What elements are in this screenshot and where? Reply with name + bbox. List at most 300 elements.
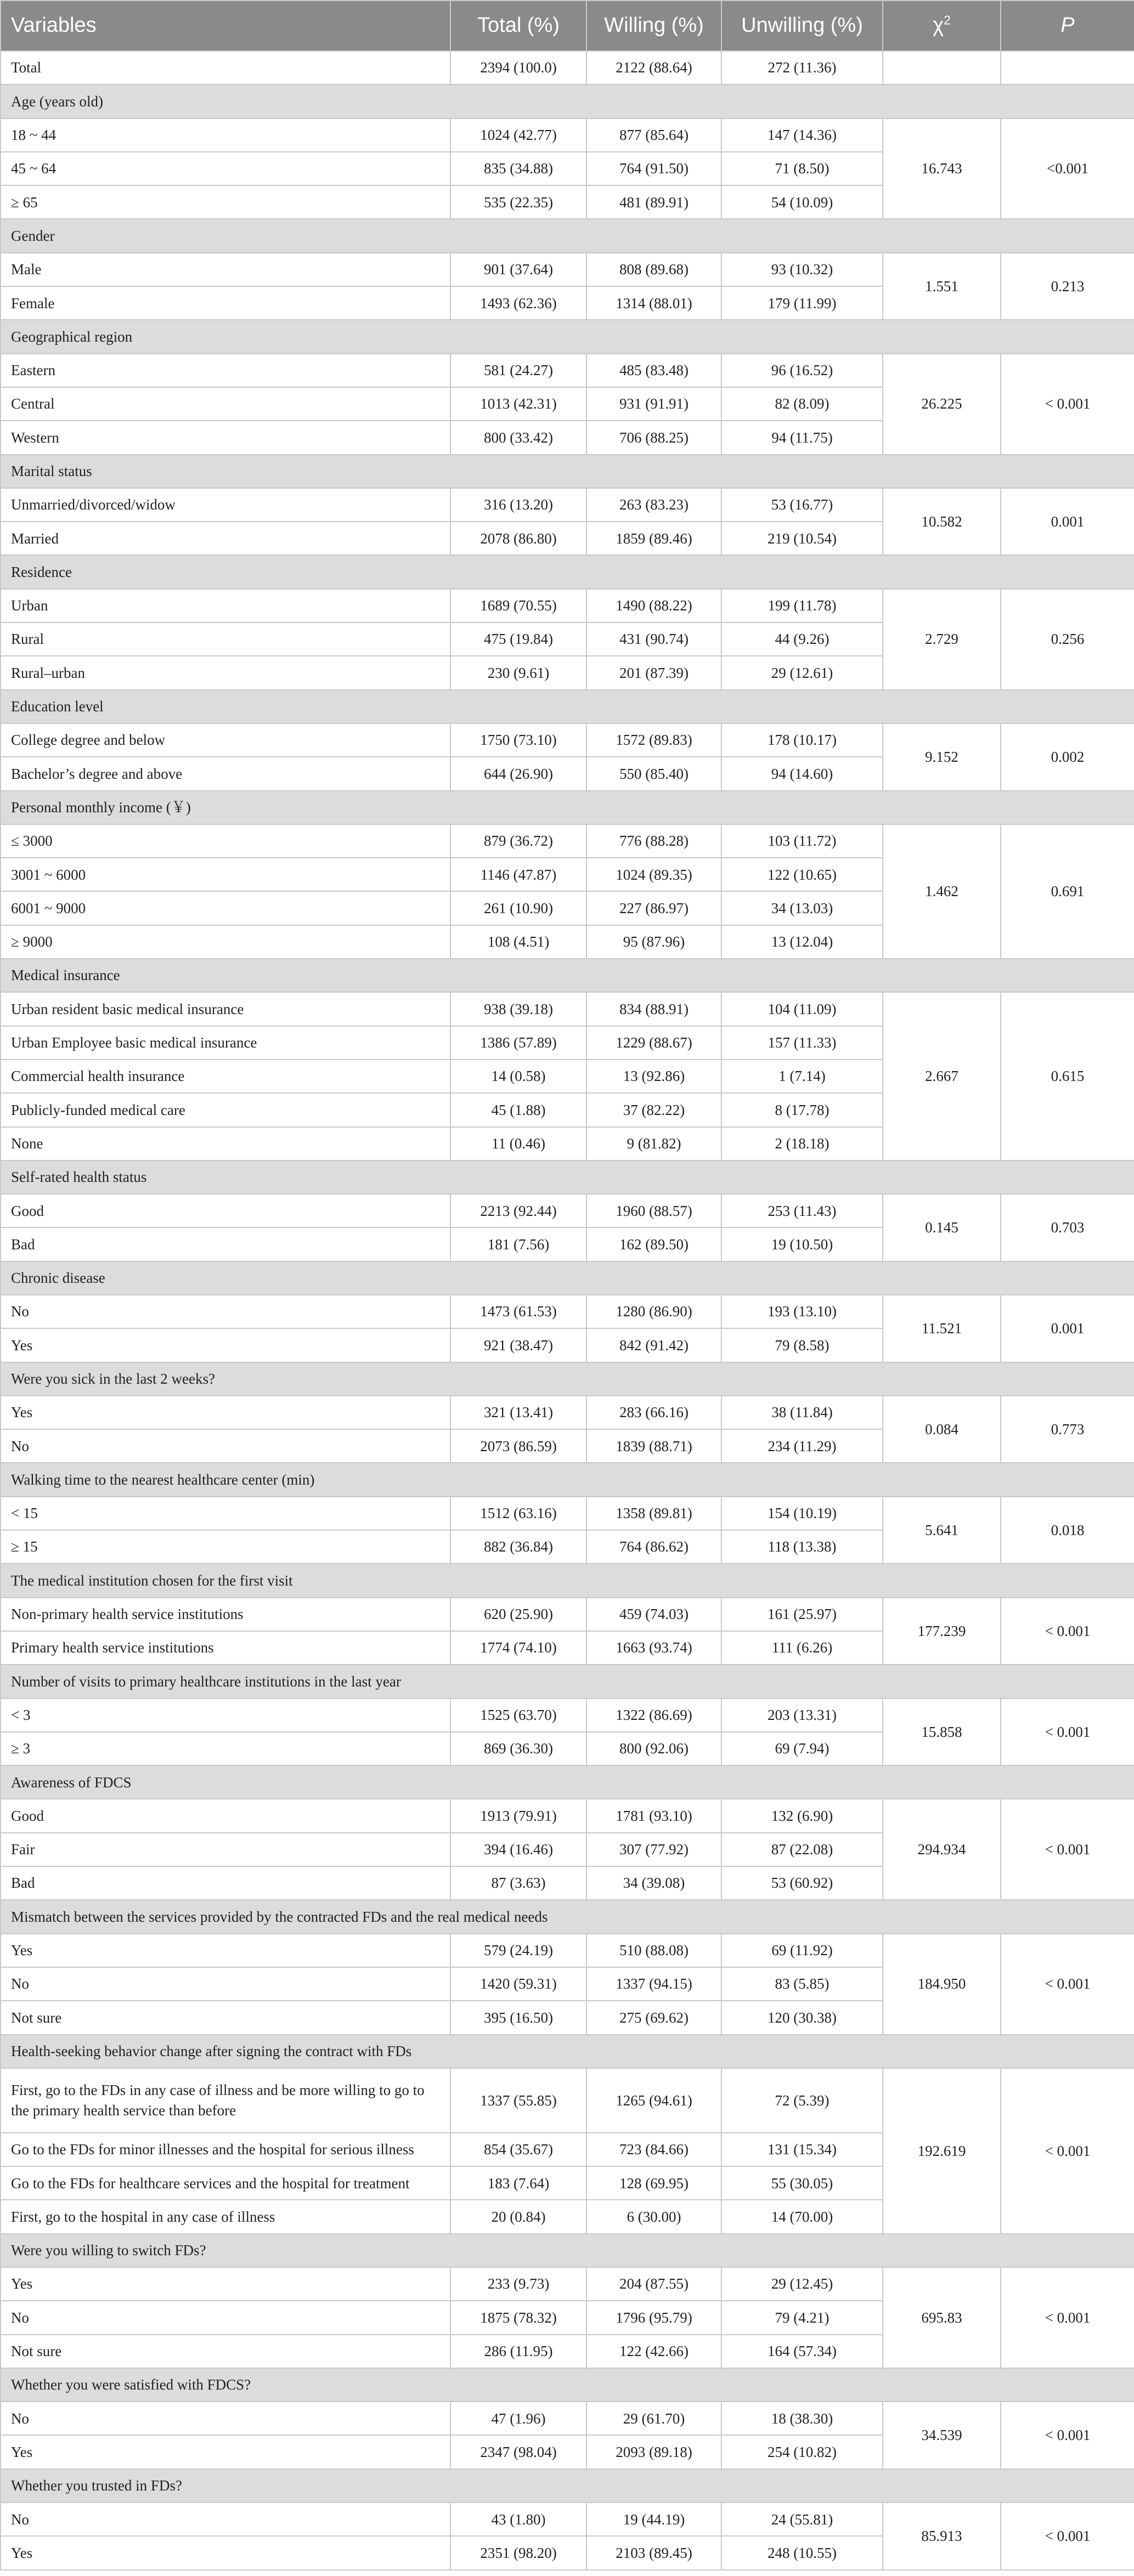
row-willing: 6 (30.00)	[586, 2200, 721, 2233]
row-willing: 2093 (89.18)	[586, 2435, 721, 2469]
group-chi-square: 34.539	[883, 2402, 1001, 2469]
row-willing: 1024 (89.35)	[586, 858, 721, 891]
group-title: Number of visits to primary healthcare institutions in the last year	[1, 1665, 1134, 1698]
group-p-value: < 0.001	[1001, 2503, 1134, 2570]
header-p-value: P	[1001, 1, 1134, 51]
row-total: 395 (16.50)	[450, 2001, 586, 2034]
row-label: Not sure	[1, 2001, 450, 2034]
row-willing: 764 (91.50)	[586, 152, 721, 185]
group-p-value: 0.002	[1001, 723, 1134, 791]
table-row	[1, 723, 1134, 757]
table-row	[1, 2267, 1134, 2301]
row-willing: 431 (90.74)	[586, 622, 721, 656]
row-total: 475 (19.84)	[450, 622, 586, 656]
row-label: Not sure	[1, 2335, 450, 2368]
group-p-value: 0.018	[1001, 1497, 1134, 1564]
row-total: 233 (9.73)	[450, 2267, 586, 2301]
header-unwilling: Unwilling (%)	[721, 1, 883, 51]
group-title: Awareness of FDCS	[1, 1765, 1134, 1799]
row-unwilling: 18 (38.30)	[721, 2402, 883, 2435]
group-title: Medical insurance	[1, 959, 1134, 992]
table-row	[1, 253, 1134, 286]
row-unwilling: 44 (9.26)	[721, 622, 883, 656]
group-header-row	[1, 1362, 1134, 1396]
row-total: 108 (4.51)	[450, 925, 586, 959]
row-willing: 1960 (88.57)	[586, 1194, 721, 1227]
group-chi-square: 1.462	[883, 824, 1001, 959]
row-unwilling: 122 (10.65)	[721, 858, 883, 891]
group-chi-square: 10.582	[883, 488, 1001, 556]
row-unwilling: 193 (13.10)	[721, 1295, 883, 1328]
row-willing: 263 (83.23)	[586, 488, 721, 522]
group-p-value: 0.001	[1001, 1295, 1134, 1362]
row-label: 6001 ~ 9000	[1, 891, 450, 925]
row-unwilling: 82 (8.09)	[721, 387, 883, 421]
row-label: Bad	[1, 1227, 450, 1261]
row-willing: 800 (92.06)	[586, 1732, 721, 1765]
group-chi-square: 1.551	[883, 253, 1001, 320]
group-header-row	[1, 791, 1134, 824]
row-label: Urban Employee basic medical insurance	[1, 1026, 450, 1060]
row-willing: 1859 (89.46)	[586, 522, 721, 555]
row-total: 43 (1.80)	[450, 2503, 586, 2536]
row-total: 1337 (55.85)	[450, 2068, 586, 2133]
row-unwilling: 79 (8.58)	[721, 1328, 883, 1362]
row-willing: 9 (81.82)	[586, 1127, 721, 1160]
row-unwilling: 71 (8.50)	[721, 152, 883, 185]
table-row	[1, 1934, 1134, 1967]
row-willing: 459 (74.03)	[586, 1598, 721, 1631]
total-total: 2394 (100.0)	[450, 51, 586, 84]
row-willing: 227 (86.97)	[586, 891, 721, 925]
row-unwilling: 55 (30.05)	[721, 2166, 883, 2200]
row-willing: 37 (82.22)	[586, 1093, 721, 1126]
group-chi-square: 15.858	[883, 1699, 1001, 1766]
total-p	[1001, 51, 1134, 84]
header-total: Total (%)	[450, 1, 586, 51]
row-unwilling: 14 (70.00)	[721, 2200, 883, 2233]
group-title: Whether you trusted in FDs?	[1, 2469, 1134, 2503]
row-willing: 128 (69.95)	[586, 2166, 721, 2200]
group-header-row	[1, 2234, 1134, 2267]
table-row	[1, 1295, 1134, 1328]
total-label: Total	[1, 51, 450, 84]
row-total: 2078 (86.80)	[450, 522, 586, 555]
row-willing: 931 (91.91)	[586, 387, 721, 421]
row-label: ≥ 9000	[1, 925, 450, 959]
row-label: Yes	[1, 2435, 450, 2469]
row-willing: 877 (85.64)	[586, 118, 721, 152]
row-unwilling: 104 (11.09)	[721, 992, 883, 1026]
row-label: Unmarried/divorced/widow	[1, 488, 450, 522]
row-total: 644 (26.90)	[450, 757, 586, 790]
row-label: Western	[1, 421, 450, 454]
row-label: First, go to the hospital in any case of illness	[1, 2200, 450, 2233]
row-willing: 776 (88.28)	[586, 824, 721, 858]
row-total: 20 (0.84)	[450, 2200, 586, 2233]
row-total: 321 (13.41)	[450, 1396, 586, 1429]
row-label: Go to the FDs for minor illnesses and the hospital for serious illness	[1, 2133, 450, 2166]
table-row	[1, 824, 1134, 858]
table-row	[1, 118, 1134, 152]
row-label: No	[1, 2301, 450, 2334]
group-title: Were you sick in the last 2 weeks?	[1, 1362, 1134, 1396]
row-label: Female	[1, 286, 450, 320]
row-unwilling: 253 (11.43)	[721, 1194, 883, 1227]
row-label: Yes	[1, 1934, 450, 1967]
row-label: Publicly-funded medical care	[1, 1093, 450, 1126]
row-total: 620 (25.90)	[450, 1598, 586, 1631]
row-label: Yes	[1, 1328, 450, 1362]
group-chi-square: 2.667	[883, 992, 1001, 1160]
row-total: 2347 (98.04)	[450, 2435, 586, 2469]
row-total: 1512 (63.16)	[450, 1497, 586, 1530]
row-willing: 162 (89.50)	[586, 1227, 721, 1261]
row-label: No	[1, 1967, 450, 2001]
group-title: Chronic disease	[1, 1261, 1134, 1295]
row-unwilling: 69 (7.94)	[721, 1732, 883, 1765]
group-chi-square: 16.743	[883, 118, 1001, 219]
row-willing: 485 (83.48)	[586, 354, 721, 387]
row-unwilling: 29 (12.61)	[721, 656, 883, 689]
group-p-value: < 0.001	[1001, 1799, 1134, 1900]
row-total: 2351 (98.20)	[450, 2536, 586, 2569]
row-unwilling: 118 (13.38)	[721, 1530, 883, 1564]
row-label: Good	[1, 1799, 450, 1832]
header-willing: Willing (%)	[586, 1, 721, 51]
row-willing: 510 (88.08)	[586, 1934, 721, 1967]
row-total: 1750 (73.10)	[450, 723, 586, 757]
table-row	[1, 1497, 1134, 1530]
row-label: ≥ 3	[1, 1732, 450, 1765]
row-willing: 481 (89.91)	[586, 185, 721, 219]
row-unwilling: 79 (4.21)	[721, 2301, 883, 2334]
row-unwilling: 94 (11.75)	[721, 421, 883, 454]
row-total: 1386 (57.89)	[450, 1026, 586, 1060]
row-unwilling: 248 (10.55)	[721, 2536, 883, 2569]
row-label: No	[1, 1295, 450, 1328]
row-willing: 307 (77.92)	[586, 1833, 721, 1866]
row-total: 45 (1.88)	[450, 1093, 586, 1126]
group-header-row	[1, 1765, 1134, 1799]
row-label: Rural	[1, 622, 450, 656]
row-label: Eastern	[1, 354, 450, 387]
group-title: Self-rated health status	[1, 1160, 1134, 1194]
group-title: Marital status	[1, 455, 1134, 488]
group-p-value: < 0.001	[1001, 2068, 1134, 2234]
table-row	[1, 354, 1134, 387]
row-unwilling: 72 (5.39)	[721, 2068, 883, 2133]
row-unwilling: 34 (13.03)	[721, 891, 883, 925]
row-unwilling: 29 (12.45)	[721, 2267, 883, 2301]
row-label: ≥ 15	[1, 1530, 450, 1564]
row-total: 1913 (79.91)	[450, 1799, 586, 1832]
row-unwilling: 234 (11.29)	[721, 1429, 883, 1463]
row-willing: 764 (86.62)	[586, 1530, 721, 1564]
row-label: Commercial health insurance	[1, 1060, 450, 1093]
group-p-value: 0.691	[1001, 824, 1134, 959]
row-total: 1493 (62.36)	[450, 286, 586, 320]
row-unwilling: 164 (57.34)	[721, 2335, 883, 2368]
row-unwilling: 24 (55.81)	[721, 2503, 883, 2536]
row-willing: 842 (91.42)	[586, 1328, 721, 1362]
row-total: 869 (36.30)	[450, 1732, 586, 1765]
row-label: Yes	[1, 2267, 450, 2301]
row-unwilling: 83 (5.85)	[721, 1967, 883, 2001]
table-row	[1, 488, 1134, 522]
row-willing: 1796 (95.79)	[586, 2301, 721, 2334]
row-willing: 834 (88.91)	[586, 992, 721, 1026]
group-title: Personal monthly income (￥)	[1, 791, 1134, 824]
group-header-row	[1, 1665, 1134, 1698]
row-willing: 550 (85.40)	[586, 757, 721, 790]
row-total: 835 (34.88)	[450, 152, 586, 185]
row-unwilling: 93 (10.32)	[721, 253, 883, 286]
row-willing: 1490 (88.22)	[586, 589, 721, 622]
row-total: 1024 (42.77)	[450, 118, 586, 152]
group-title: Residence	[1, 555, 1134, 588]
row-total: 1525 (63.70)	[450, 1699, 586, 1732]
row-label: < 15	[1, 1497, 450, 1530]
row-willing: 2103 (89.45)	[586, 2536, 721, 2569]
row-total: 183 (7.64)	[450, 2166, 586, 2200]
group-header-row	[1, 2368, 1134, 2402]
row-total: 879 (36.72)	[450, 824, 586, 858]
group-chi-square: 294.934	[883, 1799, 1001, 1900]
table-body	[1, 51, 1134, 2570]
group-header-row	[1, 2035, 1134, 2068]
row-unwilling: 161 (25.97)	[721, 1598, 883, 1631]
row-willing: 1663 (93.74)	[586, 1631, 721, 1665]
row-unwilling: 19 (10.50)	[721, 1227, 883, 1261]
row-label: College degree and below	[1, 723, 450, 757]
group-title: Gender	[1, 219, 1134, 252]
group-header-row	[1, 1900, 1134, 1933]
group-p-value: 0.001	[1001, 488, 1134, 556]
row-unwilling: 131 (15.34)	[721, 2133, 883, 2166]
group-header-row	[1, 1564, 1134, 1597]
row-unwilling: 13 (12.04)	[721, 925, 883, 959]
row-total: 581 (24.27)	[450, 354, 586, 387]
group-header-row	[1, 455, 1134, 488]
group-chi-square: 695.83	[883, 2267, 1001, 2368]
row-unwilling: 69 (11.92)	[721, 1934, 883, 1967]
row-label: Bachelor’s degree and above	[1, 757, 450, 790]
row-total: 1420 (59.31)	[450, 1967, 586, 2001]
group-chi-square: 177.239	[883, 1598, 1001, 1665]
row-unwilling: 199 (11.78)	[721, 589, 883, 622]
row-total: 854 (35.67)	[450, 2133, 586, 2166]
group-header-row	[1, 555, 1134, 588]
row-total: 1875 (78.32)	[450, 2301, 586, 2334]
row-total: 1689 (70.55)	[450, 589, 586, 622]
row-willing: 204 (87.55)	[586, 2267, 721, 2301]
row-willing: 201 (87.39)	[586, 656, 721, 689]
row-unwilling: 8 (17.78)	[721, 1093, 883, 1126]
row-total: 579 (24.19)	[450, 1934, 586, 1967]
row-total: 316 (13.20)	[450, 488, 586, 522]
row-total: 14 (0.58)	[450, 1060, 586, 1093]
group-chi-square: 11.521	[883, 1295, 1001, 1362]
row-label: ≥ 65	[1, 185, 450, 219]
row-total: 47 (1.96)	[450, 2402, 586, 2435]
row-willing: 275 (69.62)	[586, 2001, 721, 2034]
row-label: No	[1, 2402, 450, 2435]
group-p-value: < 0.001	[1001, 2267, 1134, 2368]
row-total: 1146 (47.87)	[450, 858, 586, 891]
group-p-value: 0.256	[1001, 589, 1134, 690]
group-header-row	[1, 2469, 1134, 2503]
row-willing: 1839 (88.71)	[586, 1429, 721, 1463]
header-variables: Variables	[1, 1, 450, 51]
group-title: Geographical region	[1, 320, 1134, 353]
group-header-row	[1, 320, 1134, 353]
row-label: Urban	[1, 589, 450, 622]
row-label: Married	[1, 522, 450, 555]
row-unwilling: 147 (14.36)	[721, 118, 883, 152]
row-total: 261 (10.90)	[450, 891, 586, 925]
row-label: Male	[1, 253, 450, 286]
table-row	[1, 2503, 1134, 2536]
row-total: 394 (16.46)	[450, 1833, 586, 1866]
row-unwilling: 179 (11.99)	[721, 286, 883, 320]
group-p-value: <0.001	[1001, 118, 1134, 219]
row-unwilling: 53 (16.77)	[721, 488, 883, 522]
row-total: 11 (0.46)	[450, 1127, 586, 1160]
row-unwilling: 96 (16.52)	[721, 354, 883, 387]
row-willing: 1337 (94.15)	[586, 1967, 721, 2001]
group-title: Health-seeking behavior change after signing the contract with FDs	[1, 2035, 1134, 2068]
row-total: 87 (3.63)	[450, 1866, 586, 1900]
group-header-row	[1, 1160, 1134, 1194]
row-unwilling: 203 (13.31)	[721, 1699, 883, 1732]
group-title: Age (years old)	[1, 84, 1134, 118]
group-chi-square: 184.950	[883, 1934, 1001, 2035]
group-chi-square: 192.619	[883, 2068, 1001, 2234]
group-header-row	[1, 84, 1134, 118]
row-willing: 1572 (89.83)	[586, 723, 721, 757]
table-row	[1, 2068, 1134, 2133]
row-total: 230 (9.61)	[450, 656, 586, 689]
row-total: 901 (37.64)	[450, 253, 586, 286]
row-label: 3001 ~ 6000	[1, 858, 450, 891]
row-total: 286 (11.95)	[450, 2335, 586, 2368]
row-unwilling: 178 (10.17)	[721, 723, 883, 757]
group-p-value: < 0.001	[1001, 2402, 1134, 2469]
chi-symbol: χ	[933, 14, 944, 37]
total-willing: 2122 (88.64)	[586, 51, 721, 84]
row-label: No	[1, 2503, 450, 2536]
row-unwilling: 120 (30.38)	[721, 2001, 883, 2034]
row-willing: 1314 (88.01)	[586, 286, 721, 320]
row-unwilling: 111 (6.26)	[721, 1631, 883, 1665]
row-label: None	[1, 1127, 450, 1160]
group-title: The medical institution chosen for the first visit	[1, 1564, 1134, 1597]
chi-superscript: 2	[944, 13, 951, 27]
group-chi-square: 0.084	[883, 1396, 1001, 1463]
group-chi-square: 26.225	[883, 354, 1001, 455]
row-label: Yes	[1, 1396, 450, 1429]
row-willing: 13 (92.86)	[586, 1060, 721, 1093]
group-chi-square: 0.145	[883, 1194, 1001, 1261]
group-title: Were you willing to switch FDs?	[1, 2234, 1134, 2267]
row-willing: 29 (61.70)	[586, 2402, 721, 2435]
table-row	[1, 1194, 1134, 1227]
group-p-value: < 0.001	[1001, 1598, 1134, 1665]
total-row	[1, 51, 1134, 84]
table-row	[1, 2402, 1134, 2435]
row-label: < 3	[1, 1699, 450, 1732]
group-p-value: 0.213	[1001, 253, 1134, 320]
row-unwilling: 38 (11.84)	[721, 1396, 883, 1429]
table-row	[1, 992, 1134, 1026]
group-p-value: 0.703	[1001, 1194, 1134, 1261]
table-row	[1, 1396, 1134, 1429]
group-header-row	[1, 1463, 1134, 1496]
row-unwilling: 87 (22.08)	[721, 1833, 883, 1866]
row-total: 535 (22.35)	[450, 185, 586, 219]
row-total: 800 (33.42)	[450, 421, 586, 454]
row-total: 1013 (42.31)	[450, 387, 586, 421]
group-header-row	[1, 690, 1134, 723]
row-willing: 34 (39.08)	[586, 1866, 721, 1900]
row-unwilling: 157 (11.33)	[721, 1026, 883, 1060]
row-label: Rural–urban	[1, 656, 450, 689]
row-unwilling: 53 (60.92)	[721, 1866, 883, 1900]
row-label: Go to the FDs for healthcare services and the hospital for treatment	[1, 2166, 450, 2200]
group-chi-square: 9.152	[883, 723, 1001, 791]
row-unwilling: 94 (14.60)	[721, 757, 883, 790]
group-header-row	[1, 1261, 1134, 1295]
group-p-value: 0.773	[1001, 1396, 1134, 1463]
row-willing: 19 (44.19)	[586, 2503, 721, 2536]
row-willing: 1781 (93.10)	[586, 1799, 721, 1832]
row-label: First, go to the FDs in any case of illness and be more willing to go to the primary health service than before	[1, 2068, 450, 2133]
row-label: No	[1, 1429, 450, 1463]
row-willing: 122 (42.66)	[586, 2335, 721, 2368]
row-label: Bad	[1, 1866, 450, 1900]
row-willing: 1265 (94.61)	[586, 2068, 721, 2133]
row-unwilling: 54 (10.09)	[721, 185, 883, 219]
row-total: 181 (7.56)	[450, 1227, 586, 1261]
row-willing: 1229 (88.67)	[586, 1026, 721, 1060]
row-unwilling: 1 (7.14)	[721, 1060, 883, 1093]
row-total: 921 (38.47)	[450, 1328, 586, 1362]
row-unwilling: 254 (10.82)	[721, 2435, 883, 2469]
table-row	[1, 589, 1134, 622]
row-unwilling: 103 (11.72)	[721, 824, 883, 858]
row-willing: 706 (88.25)	[586, 421, 721, 454]
row-total: 938 (39.18)	[450, 992, 586, 1026]
group-header-row	[1, 959, 1134, 992]
row-willing: 283 (66.16)	[586, 1396, 721, 1429]
row-willing: 1280 (86.90)	[586, 1295, 721, 1328]
table-row	[1, 1799, 1134, 1832]
row-label: Primary health service institutions	[1, 1631, 450, 1665]
group-title: Mismatch between the services provided by the contracted FDs and the real medical needs	[1, 1900, 1134, 1933]
row-unwilling: 219 (10.54)	[721, 522, 883, 555]
header-chi-square	[883, 1, 1001, 51]
group-chi-square: 5.641	[883, 1497, 1001, 1564]
group-chi-square: 2.729	[883, 589, 1001, 690]
total-unwilling: 272 (11.36)	[721, 51, 883, 84]
row-unwilling: 132 (6.90)	[721, 1799, 883, 1832]
row-label: Fair	[1, 1833, 450, 1866]
table-row	[1, 1699, 1134, 1732]
row-label: 45 ~ 64	[1, 152, 450, 185]
group-header-row	[1, 219, 1134, 252]
group-title: Walking time to the nearest healthcare center (min)	[1, 1463, 1134, 1496]
